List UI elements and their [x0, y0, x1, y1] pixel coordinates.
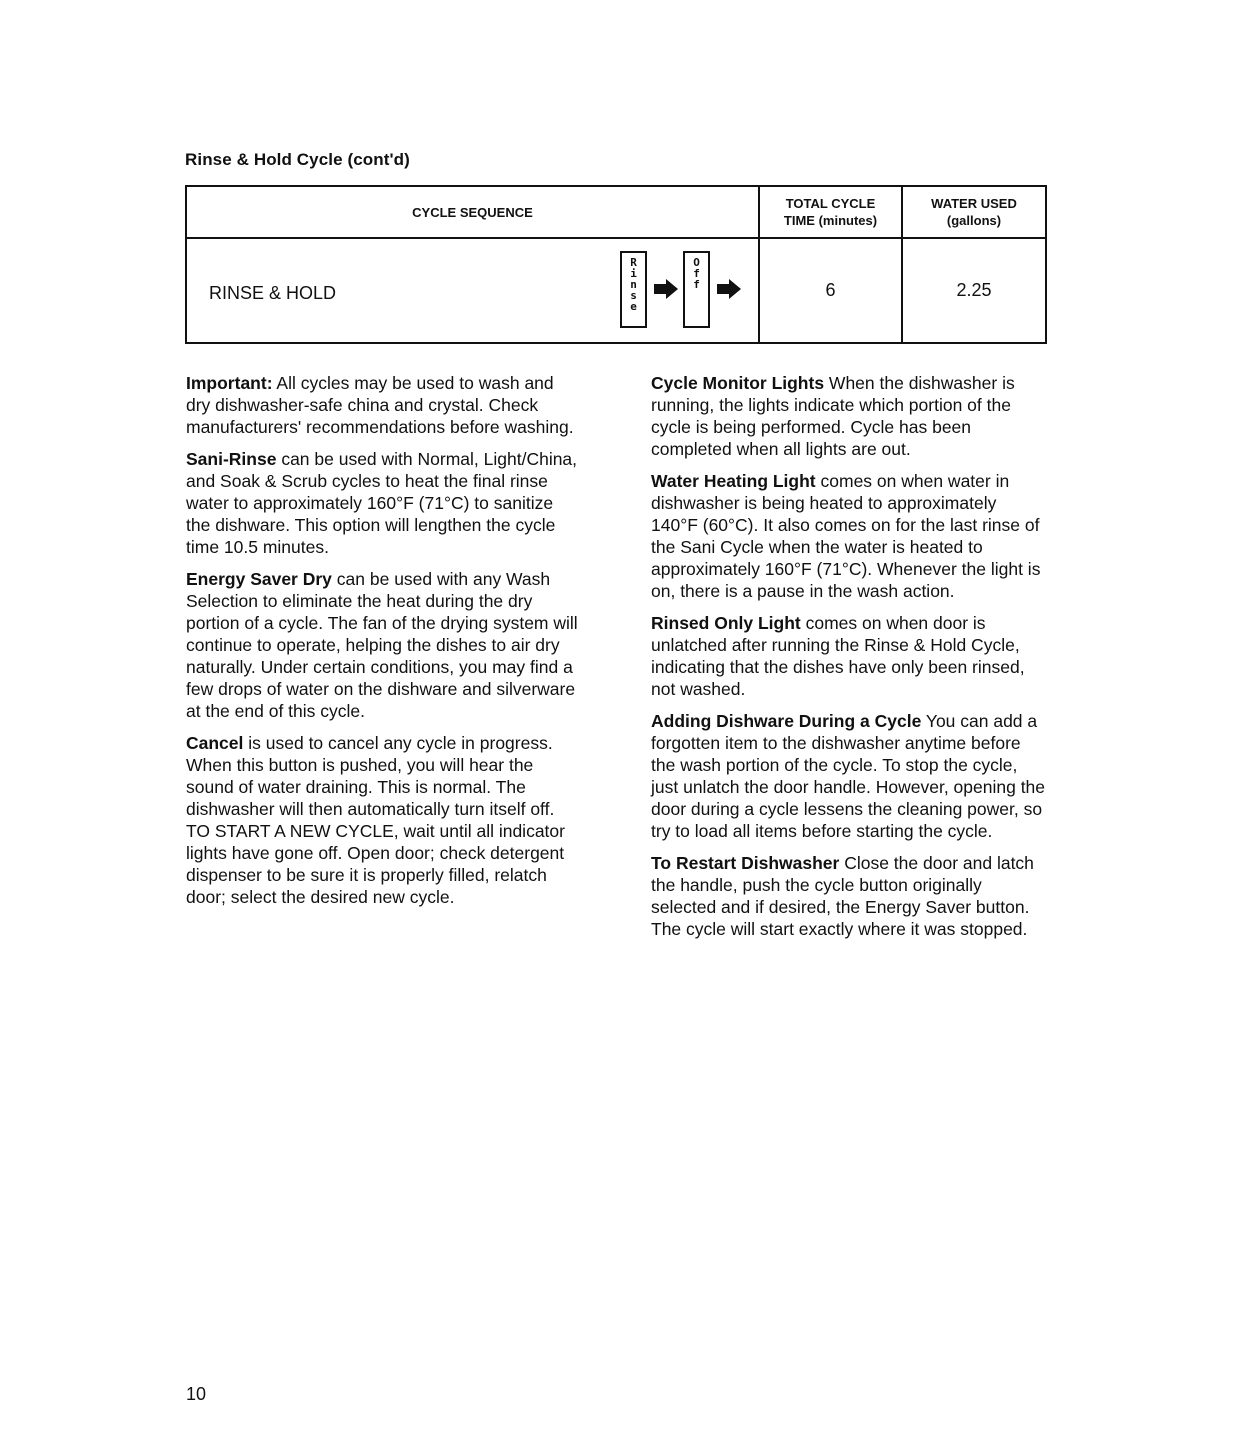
paragraph-text: You can add a forgotten item to the dishwasher anytime before the wash portion of the cycle. To stop the cycle, just unlatch the door handle. However, opening the door during a cycle lessens the cleaning power, so try to load all items before starting the cycle. — [651, 711, 1046, 841]
paragraph-text: comes on when door is unlatched after running the Rinse & Hold Cycle, indicating that the dishes have only been rinsed, not washed. — [651, 613, 1025, 699]
paragraph-text: All cycles may be used to wash and dry dishwasher-safe china and crystal. Check manufacturers' recommendations before washing. — [186, 373, 574, 437]
page-number: 10 — [186, 1384, 207, 1404]
paragraph-sani-rinse — [186, 448, 581, 558]
header-total-cycle-time — [759, 186, 902, 238]
term: Rinsed Only Light — [651, 613, 801, 633]
paragraph-cancel — [186, 732, 581, 908]
paragraph-text: comes on when water in dishwasher is being heated to approximately 140°F (60°C). It also comes on for the last rinse of the Sani Cycle when the water is heated to approximately 160°F (71°C). Whenever the light is on, there is a pause in the wash action. — [651, 471, 1041, 601]
paragraph-text: When the dishwasher is running, the lights indicate which portion of the cycle is being performed. Cycle has been completed when all lights are out. — [651, 373, 1015, 459]
term: Energy Saver Dry — [186, 569, 332, 589]
table-header-row — [186, 186, 1046, 238]
paragraph-restart-dishwasher — [651, 852, 1046, 940]
header-water-line1: WATER USED — [931, 196, 1017, 211]
total-cycle-time-value: 6 — [759, 238, 902, 343]
term: Sani-Rinse — [186, 449, 277, 469]
off-indicator-box — [683, 251, 710, 328]
rinse-indicator-box — [620, 251, 647, 328]
term: Cancel — [186, 733, 244, 753]
term: Important: — [186, 373, 273, 393]
paragraph-water-heating-light — [651, 470, 1046, 602]
cycle-sequence-cell — [186, 238, 759, 343]
term: Water Heating Light — [651, 471, 816, 491]
header-time-line2: TIME (minutes) — [783, 213, 878, 228]
rinse-letter: e — [630, 300, 637, 313]
paragraph-rinsed-only-light — [651, 612, 1046, 700]
cycle-name: RINSE & HOLD — [209, 283, 337, 303]
header-cycle-sequence: CYCLE SEQUENCE — [186, 186, 759, 238]
paragraph-adding-dishware — [651, 710, 1046, 842]
term: To Restart Dishwasher — [651, 853, 840, 873]
cycle-table — [185, 185, 1047, 344]
rinse-letter: n — [630, 278, 637, 291]
paragraph-important — [186, 372, 581, 438]
term: Adding Dishware During a Cycle — [651, 711, 922, 731]
section-heading: Rinse & Hold Cycle (cont'd) — [185, 150, 410, 169]
off-letter: f — [693, 267, 700, 280]
paragraph-energy-saver-dry — [186, 568, 581, 722]
paragraph-text: Close the door and latch the handle, push the cycle button originally selected and if desired, the Energy Saver button. The cycle will start exactly where it was stopped. — [651, 853, 1034, 939]
header-water-line2: (gallons) — [946, 213, 1002, 228]
table-row — [186, 238, 1046, 343]
right-arrow-icon — [654, 279, 678, 299]
paragraph-cycle-monitor-lights — [651, 372, 1046, 460]
off-letter: f — [693, 278, 700, 291]
paragraph-text: can be used with Normal, Light/China, and Soak & Scrub cycles to heat the final rinse water to approximately 160°F (71°C) to sanitize the dishware. This option will lengthen the cycle time 10.5 minutes. — [186, 449, 578, 557]
paragraph-text: can be used with any Wash Selection to eliminate the heat during the dry portion of a cycle. The fan of the drying system will continue to operate, helping the dishes to air dry naturally. Under certain conditions, you may find a few drops of water on the dishware and silverware at the end of this cycle. — [186, 569, 578, 721]
right-column — [651, 372, 1046, 950]
rinse-letter: R — [630, 256, 637, 269]
header-time-line1: TOTAL CYCLE — [785, 196, 876, 211]
paragraph-text: is used to cancel any cycle in progress. When this button is pushed, you will hear the sound of water draining. This is normal. The dishwasher will then automatically turn itself off. TO START A NEW CYCLE, wait until all indicator lights have gone off. Open door; check detergent dispenser to be sure it is properly filled, relatch door; select the desired new cycle. — [186, 733, 565, 907]
header-water-used — [902, 186, 1046, 238]
left-column — [186, 372, 581, 918]
rinse-letter: s — [630, 289, 637, 302]
term: Cycle Monitor Lights — [651, 373, 825, 393]
off-letter: O — [693, 256, 700, 269]
right-arrow-icon — [717, 279, 741, 299]
water-used-value: 2.25 — [902, 238, 1046, 343]
rinse-letter: i — [630, 267, 637, 280]
